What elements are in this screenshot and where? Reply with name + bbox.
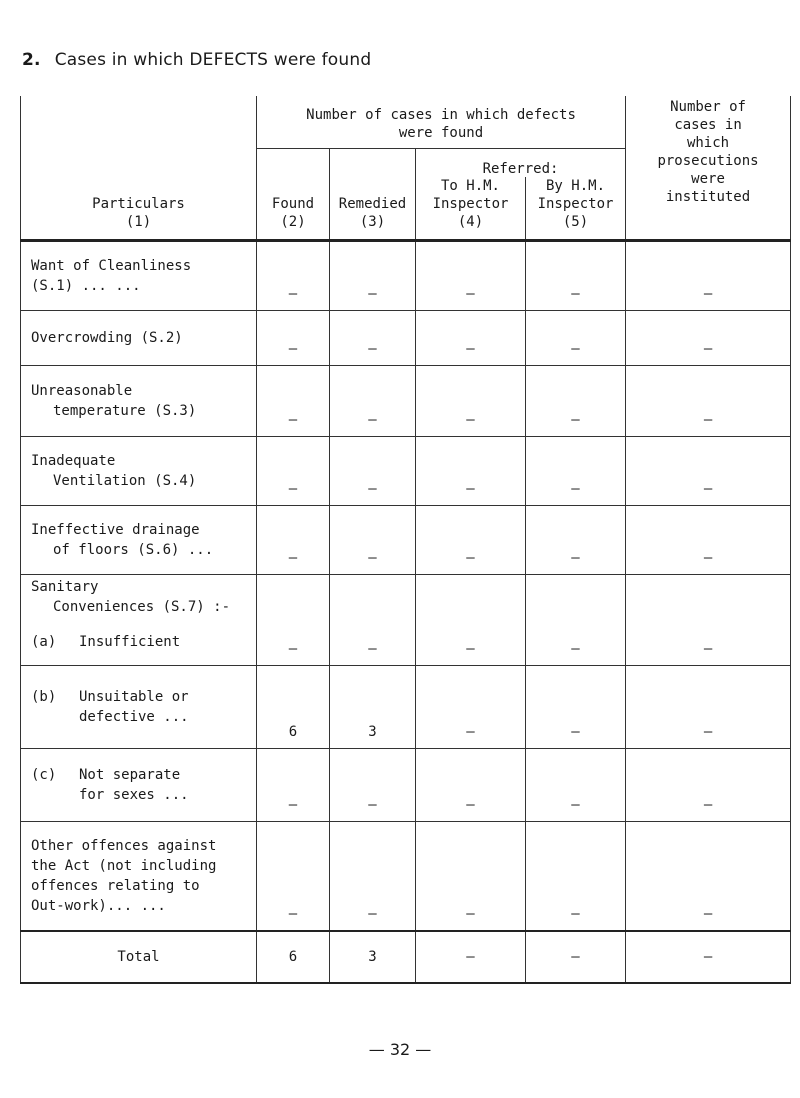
header-particulars: Particulars (1) bbox=[21, 96, 257, 241]
cell-remedied: 3 bbox=[330, 666, 416, 749]
cell-to-hm: — bbox=[416, 619, 526, 666]
page-heading bbox=[22, 50, 371, 70]
cell-remedied: — bbox=[330, 506, 416, 575]
row-label: Other offences against the Act (not including offences relating to Out-work)... ... bbox=[21, 822, 257, 932]
cell-found: — bbox=[257, 311, 330, 366]
cell-empty bbox=[526, 575, 626, 620]
cell-to-hm: — bbox=[416, 437, 526, 506]
cell-to-hm: — bbox=[416, 241, 526, 311]
table-row bbox=[21, 366, 791, 437]
cell-prosecutions: — bbox=[626, 437, 791, 506]
header-by-hm-inspector: By H.M. Inspector (5) bbox=[526, 177, 626, 241]
total-label: Total bbox=[21, 931, 257, 983]
cell-prosecutions: — bbox=[626, 749, 791, 822]
row-label: Sanitary Conveniences (S.7) :- bbox=[21, 575, 257, 620]
section-title: Cases in which DEFECTS were found bbox=[54, 50, 372, 70]
cell-by-hm: — bbox=[526, 366, 626, 437]
cell-prosecutions: — bbox=[626, 311, 791, 366]
cell-to-hm: — bbox=[416, 931, 526, 983]
cell-by-hm: — bbox=[526, 619, 626, 666]
cell-remedied: — bbox=[330, 437, 416, 506]
cell-remedied: — bbox=[330, 241, 416, 311]
table-row bbox=[21, 575, 791, 620]
cell-empty bbox=[330, 575, 416, 620]
cell-found: — bbox=[257, 366, 330, 437]
header-to-hm-inspector: To H.M. Inspector (4) bbox=[416, 177, 526, 241]
cell-remedied: — bbox=[330, 366, 416, 437]
cell-empty bbox=[416, 575, 526, 620]
cell-found: 6 bbox=[257, 666, 330, 749]
row-label: Unreasonable temperature (S.3) bbox=[21, 366, 257, 437]
section-number: 2. bbox=[22, 50, 41, 70]
cell-by-hm: — bbox=[526, 311, 626, 366]
cell-prosecutions: — bbox=[626, 666, 791, 749]
row-label: (b) Unsuitable or defective ... bbox=[21, 666, 257, 749]
cell-by-hm: — bbox=[526, 749, 626, 822]
cell-found: — bbox=[257, 749, 330, 822]
cell-empty bbox=[257, 575, 330, 620]
row-label: Ineffective drainage of floors (S.6) ... bbox=[21, 506, 257, 575]
cell-by-hm: — bbox=[526, 506, 626, 575]
cell-to-hm: — bbox=[416, 366, 526, 437]
cell-found: — bbox=[257, 619, 330, 666]
cell-to-hm: — bbox=[416, 666, 526, 749]
header-remedied: Remedied (3) bbox=[330, 149, 416, 241]
cell-prosecutions: — bbox=[626, 241, 791, 311]
header-found: Found (2) bbox=[257, 149, 330, 241]
cell-empty bbox=[626, 575, 791, 620]
cell-to-hm: — bbox=[416, 822, 526, 932]
page-number: — 32 — bbox=[368, 1040, 432, 1059]
cell-prosecutions: — bbox=[626, 366, 791, 437]
cell-found: 6 bbox=[257, 931, 330, 983]
table-row bbox=[21, 619, 791, 666]
header-referred: Referred: bbox=[416, 149, 626, 178]
cell-prosecutions: — bbox=[626, 931, 791, 983]
cell-to-hm: — bbox=[416, 506, 526, 575]
row-label: Want of Cleanliness (S.1) ... ... bbox=[21, 241, 257, 311]
table-row bbox=[21, 666, 791, 749]
header-number-group: Number of cases in which defects were found bbox=[257, 96, 626, 149]
cell-remedied: — bbox=[330, 311, 416, 366]
cell-prosecutions: — bbox=[626, 619, 791, 666]
table-row bbox=[21, 822, 791, 932]
table-row bbox=[21, 506, 791, 575]
cell-found: — bbox=[257, 822, 330, 932]
cell-to-hm: — bbox=[416, 749, 526, 822]
row-label: Inadequate Ventilation (S.4) bbox=[21, 437, 257, 506]
header-prosecutions: Number of cases in which prosecutions were instituted bbox=[626, 96, 791, 241]
row-label: (c) Not separate for sexes ... bbox=[21, 749, 257, 822]
cell-remedied: — bbox=[330, 619, 416, 666]
row-label: (a) Insufficient bbox=[21, 619, 257, 666]
cell-by-hm: — bbox=[526, 241, 626, 311]
table-row bbox=[21, 311, 791, 366]
table-row-total bbox=[21, 931, 791, 983]
cell-by-hm: — bbox=[526, 931, 626, 983]
cell-found: — bbox=[257, 241, 330, 311]
defects-table bbox=[20, 96, 791, 984]
cell-found: — bbox=[257, 437, 330, 506]
cell-by-hm: — bbox=[526, 437, 626, 506]
table-row bbox=[21, 437, 791, 506]
cell-by-hm: — bbox=[526, 822, 626, 932]
row-label: Overcrowding (S.2) bbox=[21, 311, 257, 366]
cell-remedied: — bbox=[330, 822, 416, 932]
cell-found: — bbox=[257, 506, 330, 575]
cell-by-hm: — bbox=[526, 666, 626, 749]
cell-to-hm: — bbox=[416, 311, 526, 366]
cell-prosecutions: — bbox=[626, 822, 791, 932]
table-row bbox=[21, 749, 791, 822]
table-row bbox=[21, 241, 791, 311]
cell-prosecutions: — bbox=[626, 506, 791, 575]
cell-remedied: 3 bbox=[330, 931, 416, 983]
cell-remedied: — bbox=[330, 749, 416, 822]
